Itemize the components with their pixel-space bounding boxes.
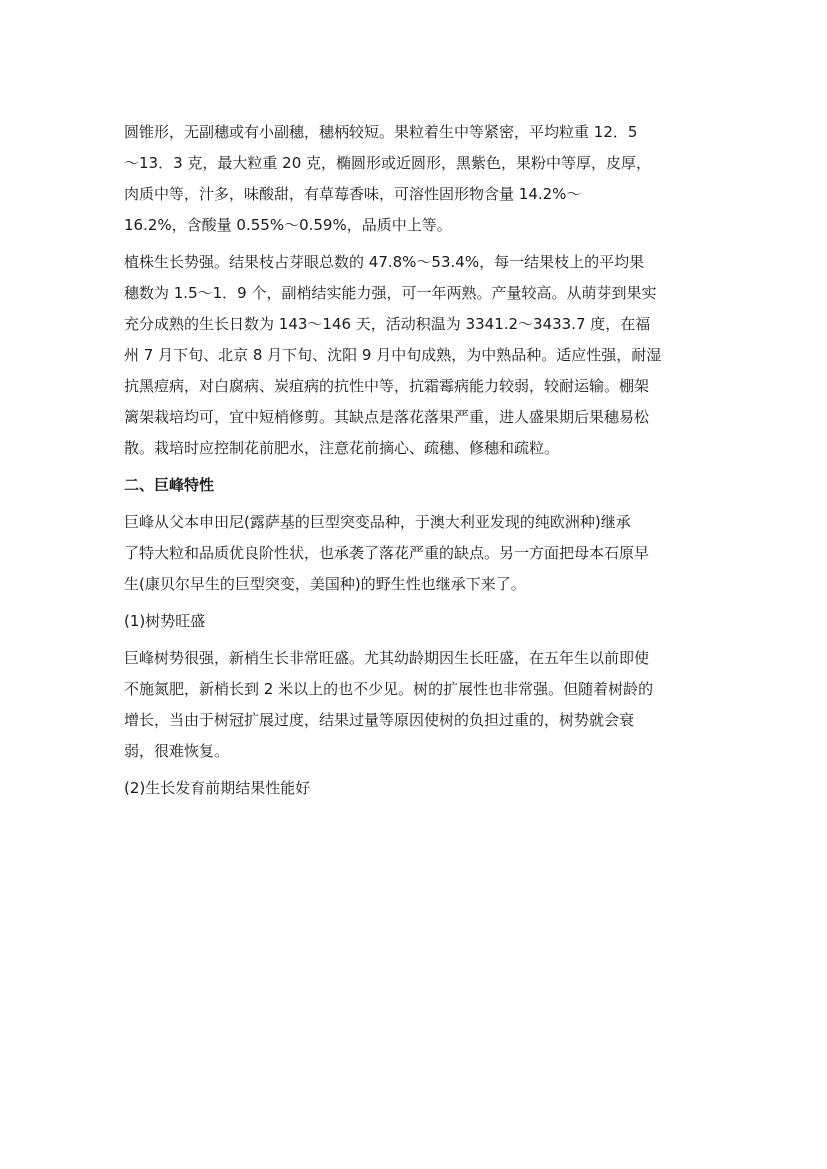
para4-line-2: 不施氮肥，新梢长到 2 米以上的也不少见。树的扩展性也非常强。但随着树龄的: [124, 680, 654, 698]
subheading-2: (2)生长发育前期结果性能好: [124, 779, 311, 797]
section-heading: 二、巨峰特性: [124, 476, 215, 494]
para2-line-2: 穗数为 1.5～1．9 个，副梢结实能力强，可一年两熟。产量较高。从萌芽到果实: [124, 284, 657, 302]
para2-line-6: 篱架栽培均可，宜中短梢修剪。其缺点是落花落果严重，进人盛果期后果穗易松: [124, 408, 650, 426]
document-page: [124, 117, 709, 804]
para2-line-1: 植株生长势强。结果枝占芽眼总数的 47.8%～53.4%，每一结果枝上的平均果: [124, 253, 645, 271]
para1-line-1: 圆锥形，无副穗或有小副穗，穗柄较短。果粒着生中等紧密，平均粒重 12．5: [124, 123, 638, 141]
para2-line-4: 州 7 月下旬、北京 8 月下旬、沈阳 9 月中旬成熟，为中熟品种。适应性强，耐湿: [124, 346, 662, 364]
para1-line-4: 16.2%，含酸量 0.55%～0.59%，品质中上等。: [124, 216, 452, 234]
para1-line-3: 肉质中等，汁多，味酸甜，有草莓香味，可溶性固形物含量 14.2%～: [124, 185, 582, 203]
para4-line-3: 增长，当由于树冠扩展过度，结果过量等原因使树的负担过重的，树势就会衰: [124, 711, 635, 729]
para3-line-3: 生(康贝尔早生的巨型突变，美国种)的野生性也继承下来了。: [124, 575, 526, 593]
para1-line-2: ～13．3 克，最大粒重 20 克，椭圆形或近圆形，黑紫色，果粉中等厚，皮厚，: [124, 154, 652, 172]
para2-line-7: 散。栽培时应控制花前肥水，注意花前摘心、疏穗、修穗和疏粒。: [124, 439, 560, 457]
para4-line-4: 弱，很难恢复。: [124, 742, 230, 760]
subheading-1: (1)树势旺盛: [124, 612, 206, 630]
para3-line-1: 巨峰从父本申田尼(露萨基的巨型突变品种，于澳大利亚发现的纯欧洲种)继承: [124, 513, 631, 531]
para2-line-5: 抗黑痘病，对白腐病、炭疽病的抗性中等，抗霜霉病能力较弱，较耐运输。棚架: [124, 377, 650, 395]
para4-line-1: 巨峰树势很强，新梢生长非常旺盛。尤其幼龄期因生长旺盛，在五年生以前即使: [124, 649, 650, 667]
para2-line-3: 充分成熟的生长日数为 143～146 天，活动积温为 3341.2～3433.7 度，在福: [124, 315, 651, 333]
para3-line-2: 了特大粒和品质优良阶性状，也承袭了落花严重的缺点。另一方面把母本石原早: [124, 544, 650, 562]
